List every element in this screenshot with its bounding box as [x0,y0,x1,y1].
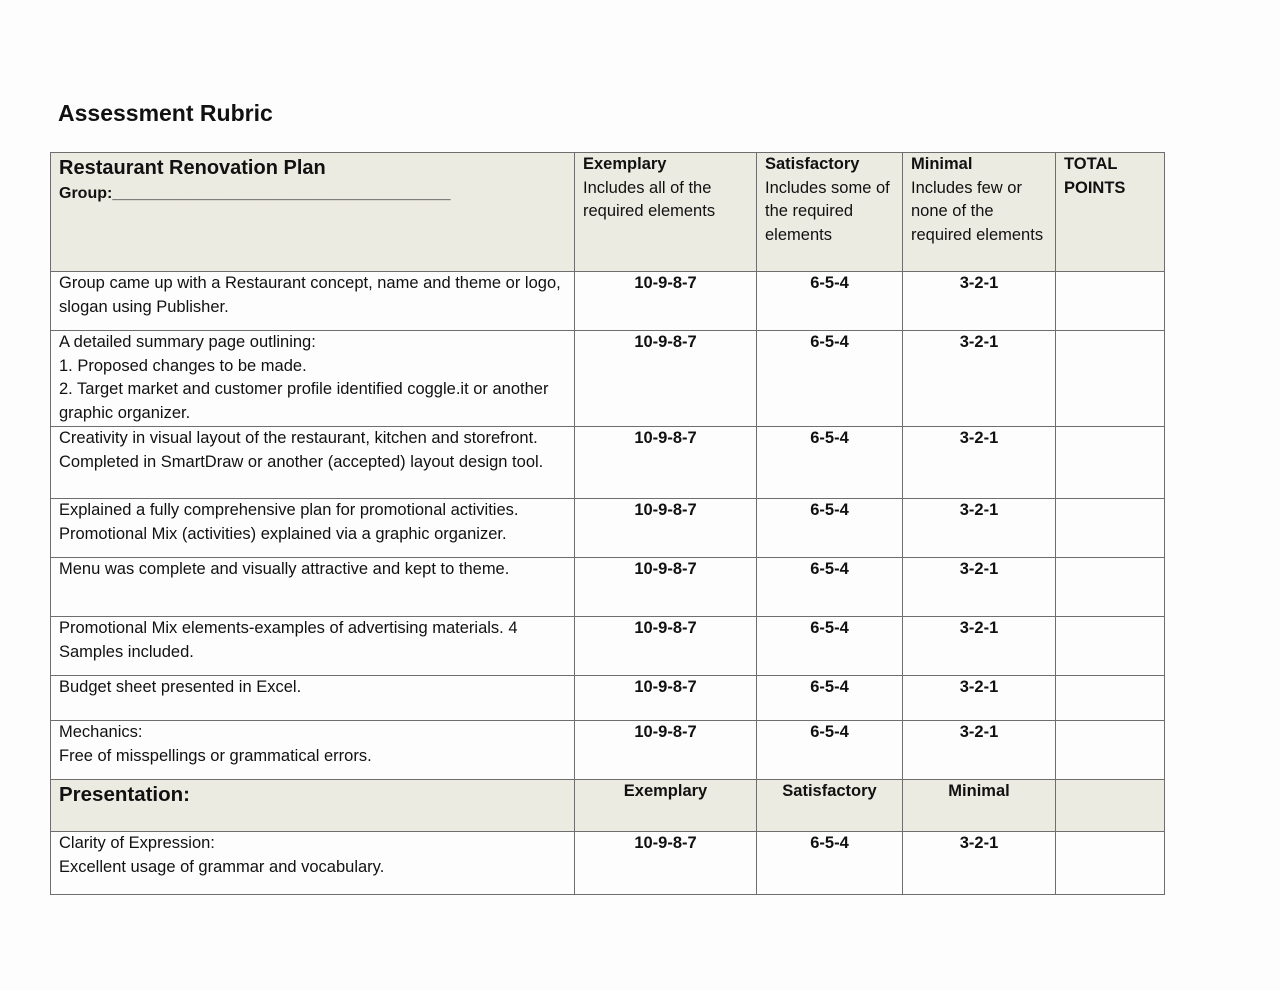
exemplary-score: 10-9-8-7 [575,427,757,499]
exemplary-header-title: Exemplary [583,155,667,173]
criterion-cell [51,558,575,617]
rubric-row [51,427,1165,499]
total-points-header: TOTAL POINTS [1064,155,1126,197]
rubric-row [51,558,1165,617]
satisfactory-header-title: Satisfactory [765,155,860,173]
presentation-exemplary-header: Exemplary [575,780,757,832]
exemplary-score: 10-9-8-7 [575,617,757,676]
rubric-row [51,832,1165,895]
presentation-header-row [51,780,1165,832]
minimal-score: 3-2-1 [903,499,1056,558]
satisfactory-score: 6-5-4 [757,721,903,780]
satisfactory-score: 6-5-4 [757,272,903,331]
minimal-score: 3-2-1 [903,331,1056,427]
minimal-score: 3-2-1 [903,558,1056,617]
plan-title: Restaurant Renovation Plan [59,157,326,179]
rubric-row [51,272,1165,331]
total-points-cell[interactable] [1056,558,1165,617]
criterion-cell [51,331,575,427]
exemplary-header-cell [575,153,757,272]
exemplary-score: 10-9-8-7 [575,272,757,331]
satisfactory-header-desc: Includes some of the required elements [765,178,890,244]
satisfactory-score: 6-5-4 [757,617,903,676]
total-points-cell[interactable] [1056,499,1165,558]
exemplary-score: 10-9-8-7 [575,721,757,780]
exemplary-header-desc: Includes all of the required elements [583,178,716,221]
criterion-text: Menu was complete and visually attractive and kept to theme. [59,560,510,578]
page-title: Assessment Rubric [58,100,273,126]
rubric-row [51,617,1165,676]
satisfactory-score: 6-5-4 [757,499,903,558]
criteria-rows [51,272,1165,780]
criterion-cell [51,832,575,895]
rubric-header-row [51,153,1165,272]
presentation-title: Presentation: [59,783,190,806]
criterion-cell [51,427,575,499]
satisfactory-score: 6-5-4 [757,558,903,617]
criterion-text: Free of misspellings or grammatical errors. [59,746,372,765]
rubric-row [51,331,1165,427]
exemplary-score: 10-9-8-7 [575,331,757,427]
satisfactory-score: 6-5-4 [757,331,903,427]
minimal-score: 3-2-1 [903,832,1056,895]
presentation-total-header [1056,780,1165,832]
satisfactory-score: 6-5-4 [757,832,903,895]
criterion-text: Budget sheet presented in Excel. [59,678,302,696]
criterion-cell [51,721,575,780]
presentation-satisfactory-header: Satisfactory [757,780,903,832]
presentation-rows [51,832,1165,895]
satisfactory-score: 6-5-4 [757,676,903,721]
criterion-cell [51,499,575,558]
rubric-table [50,152,1165,895]
satisfactory-header-cell [757,153,903,272]
total-points-cell[interactable] [1056,331,1165,427]
group-field-label: Group:______________________________________ [59,185,451,202]
exemplary-score: 10-9-8-7 [575,832,757,895]
total-points-cell[interactable] [1056,676,1165,721]
total-header-cell [1056,153,1165,272]
exemplary-score: 10-9-8-7 [575,676,757,721]
plan-title-cell [51,153,575,272]
presentation-title-cell [51,780,575,832]
exemplary-score: 10-9-8-7 [575,558,757,617]
total-points-cell[interactable] [1056,832,1165,895]
criterion-text: Excellent usage of grammar and vocabulary. [59,857,385,876]
criterion-cell [51,272,575,331]
criterion-cell [51,676,575,721]
minimal-score: 3-2-1 [903,721,1056,780]
criterion-text: 2. Target market and customer profile identified coggle.it or another graphic organizer. [59,380,549,422]
minimal-header-cell [903,153,1056,272]
total-points-cell[interactable] [1056,427,1165,499]
minimal-header-title: Minimal [911,155,973,173]
minimal-score: 3-2-1 [903,427,1056,499]
criterion-text: Mechanics: [59,723,143,741]
total-points-cell[interactable] [1056,617,1165,676]
criterion-text: Explained a fully comprehensive plan for promotional activities. Promotional Mix (activities) explained via a graphic organizer. [59,501,519,543]
rubric-row [51,721,1165,780]
minimal-header-desc: Includes few or none of the required elements [911,178,1044,244]
minimal-score: 3-2-1 [903,272,1056,331]
rubric-row [51,499,1165,558]
criterion-text: Promotional Mix elements-examples of advertising materials. 4 Samples included. [59,619,518,661]
presentation-minimal-header: Minimal [903,780,1056,832]
total-points-cell[interactable] [1056,272,1165,331]
satisfactory-score: 6-5-4 [757,427,903,499]
criterion-text: A detailed summary page outlining: [59,333,316,351]
rubric-row [51,676,1165,721]
criterion-text: 1. Proposed changes to be made. [59,356,307,375]
minimal-score: 3-2-1 [903,617,1056,676]
minimal-score: 3-2-1 [903,676,1056,721]
criterion-text: Group came up with a Restaurant concept, name and theme or logo, slogan using Publisher. [59,274,561,316]
criterion-cell [51,617,575,676]
criterion-text: Clarity of Expression: [59,834,215,852]
criterion-text: Creativity in visual layout of the restaurant, kitchen and storefront. Completed in SmartDraw or another (accepted) layout design tool. [59,429,544,471]
total-points-cell[interactable] [1056,721,1165,780]
exemplary-score: 10-9-8-7 [575,499,757,558]
